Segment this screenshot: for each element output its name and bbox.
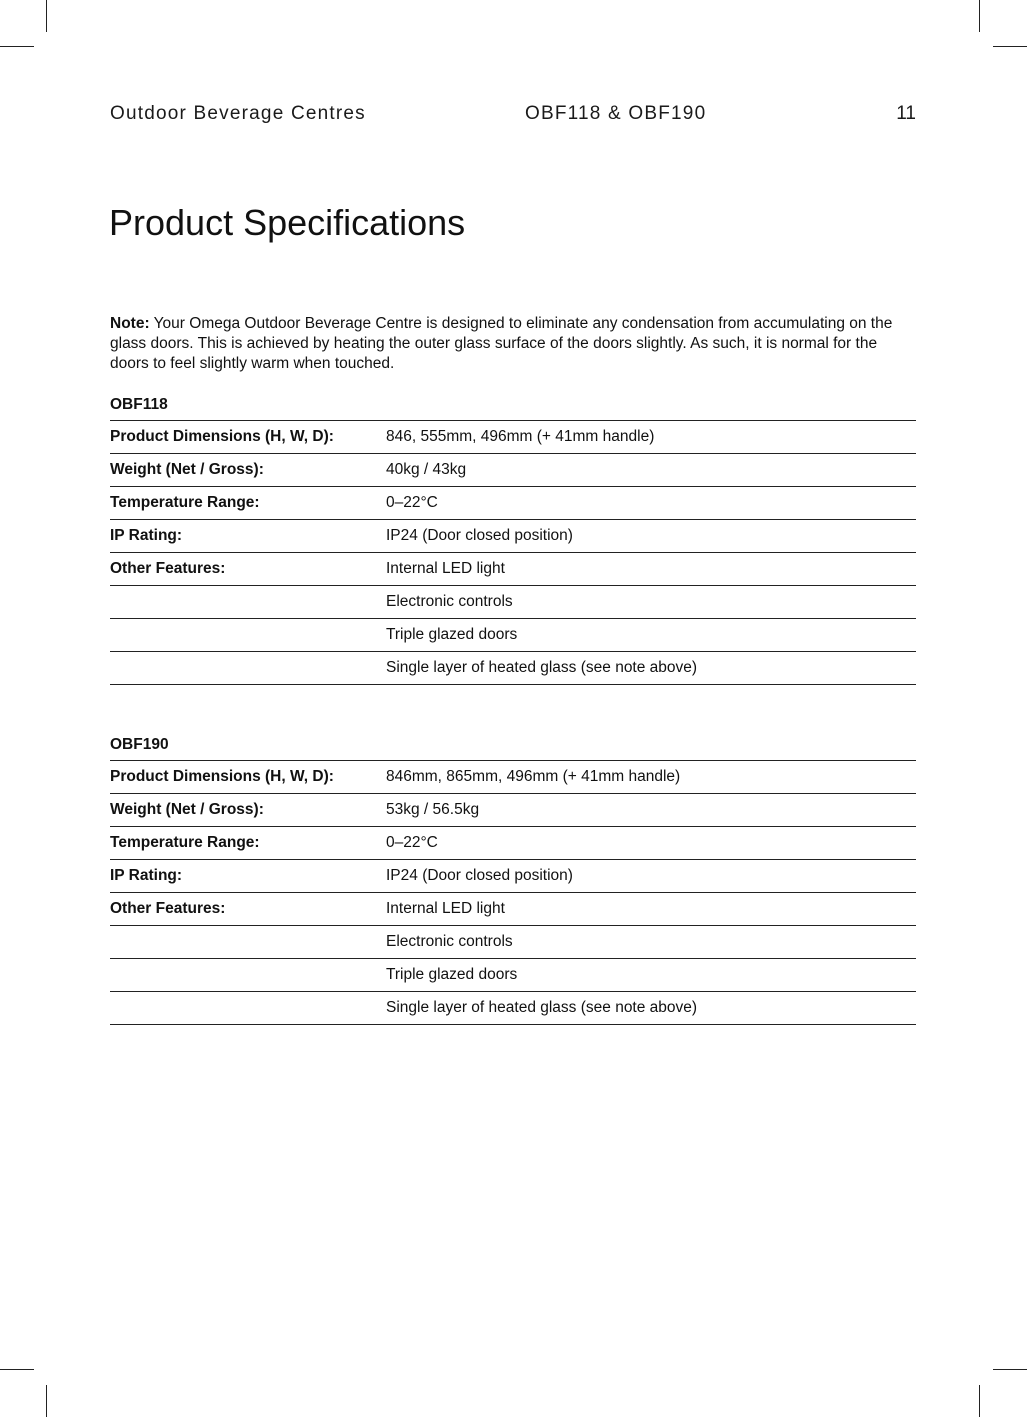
table-row	[110, 487, 916, 520]
table-row	[110, 893, 916, 926]
table-row	[110, 926, 916, 959]
spec-label: Temperature Range:	[110, 827, 386, 860]
spec-value: 846, 555mm, 496mm (+ 41mm handle)	[386, 421, 916, 454]
note-text: Your Omega Outdoor Beverage Centre is designed to eliminate any condensation from accumulating on the glass doors. This is achieved by heating the outer glass surface of the doors slightly. As such, it is normal for the doors to feel slightly warm when touched.	[110, 315, 893, 372]
spec-value: 53kg / 56.5kg	[386, 794, 916, 827]
crop-mark-top-right-vertical	[979, 0, 980, 32]
table-row	[110, 454, 916, 487]
table-row	[110, 761, 916, 794]
spec-label: Product Dimensions (H, W, D):	[110, 761, 386, 794]
spec-label: Temperature Range:	[110, 487, 386, 520]
spec-label: IP Rating:	[110, 520, 386, 553]
spec-label	[110, 652, 386, 685]
spec-value: Triple glazed doors	[386, 959, 916, 992]
model-heading: OBF118	[110, 396, 168, 413]
spec-value: Electronic controls	[386, 926, 916, 959]
crop-mark-bottom-left-vertical	[46, 1385, 47, 1417]
spec-value: Electronic controls	[386, 586, 916, 619]
table-row	[110, 860, 916, 893]
header-model-names: OBF118 & OBF190	[525, 103, 707, 124]
spec-label	[110, 959, 386, 992]
spec-value: Triple glazed doors	[386, 619, 916, 652]
header-section-title: Outdoor Beverage Centres	[110, 103, 366, 124]
spec-label: Product Dimensions (H, W, D):	[110, 421, 386, 454]
crop-mark-top-right-horizontal	[993, 46, 1027, 47]
table-row	[110, 992, 916, 1025]
spec-label: Other Features:	[110, 893, 386, 926]
spec-label: Weight (Net / Gross):	[110, 454, 386, 487]
spec-block-obf190	[110, 735, 916, 1025]
spec-value: 40kg / 43kg	[386, 454, 916, 487]
crop-mark-bottom-left-horizontal	[0, 1369, 34, 1370]
table-row	[110, 586, 916, 619]
note-label: Note:	[110, 315, 150, 332]
spec-value: 846mm, 865mm, 496mm (+ 41mm handle)	[386, 761, 916, 794]
table-row	[110, 959, 916, 992]
spec-table-obf118	[110, 420, 916, 685]
table-row	[110, 553, 916, 586]
spec-value: Internal LED light	[386, 893, 916, 926]
spec-label: Weight (Net / Gross):	[110, 794, 386, 827]
crop-mark-top-left-vertical	[46, 0, 47, 32]
spec-label	[110, 992, 386, 1025]
spec-label: Other Features:	[110, 553, 386, 586]
table-row	[110, 652, 916, 685]
spec-value: IP24 (Door closed position)	[386, 860, 916, 893]
spec-label	[110, 926, 386, 959]
spec-value: Internal LED light	[386, 553, 916, 586]
spec-value: IP24 (Door closed position)	[386, 520, 916, 553]
spec-label	[110, 619, 386, 652]
spec-block-obf118	[110, 395, 916, 685]
spec-value: 0–22°C	[386, 827, 916, 860]
spec-value: 0–22°C	[386, 487, 916, 520]
crop-mark-bottom-right-vertical	[979, 1385, 980, 1417]
crop-mark-top-left-horizontal	[0, 46, 34, 47]
table-row	[110, 827, 916, 860]
crop-mark-bottom-right-horizontal	[993, 1369, 1027, 1370]
condensation-note	[110, 314, 916, 374]
spec-value: Single layer of heated glass (see note above)	[386, 992, 916, 1025]
page-title: Product Specifications	[109, 202, 466, 243]
spec-label	[110, 586, 386, 619]
table-row	[110, 619, 916, 652]
page-number: 11	[896, 103, 916, 124]
table-row	[110, 794, 916, 827]
table-row	[110, 520, 916, 553]
running-header	[110, 103, 916, 127]
spec-value: Single layer of heated glass (see note above)	[386, 652, 916, 685]
table-row	[110, 421, 916, 454]
spec-label: IP Rating:	[110, 860, 386, 893]
model-heading: OBF190	[110, 736, 169, 753]
spec-table-obf190	[110, 760, 916, 1025]
